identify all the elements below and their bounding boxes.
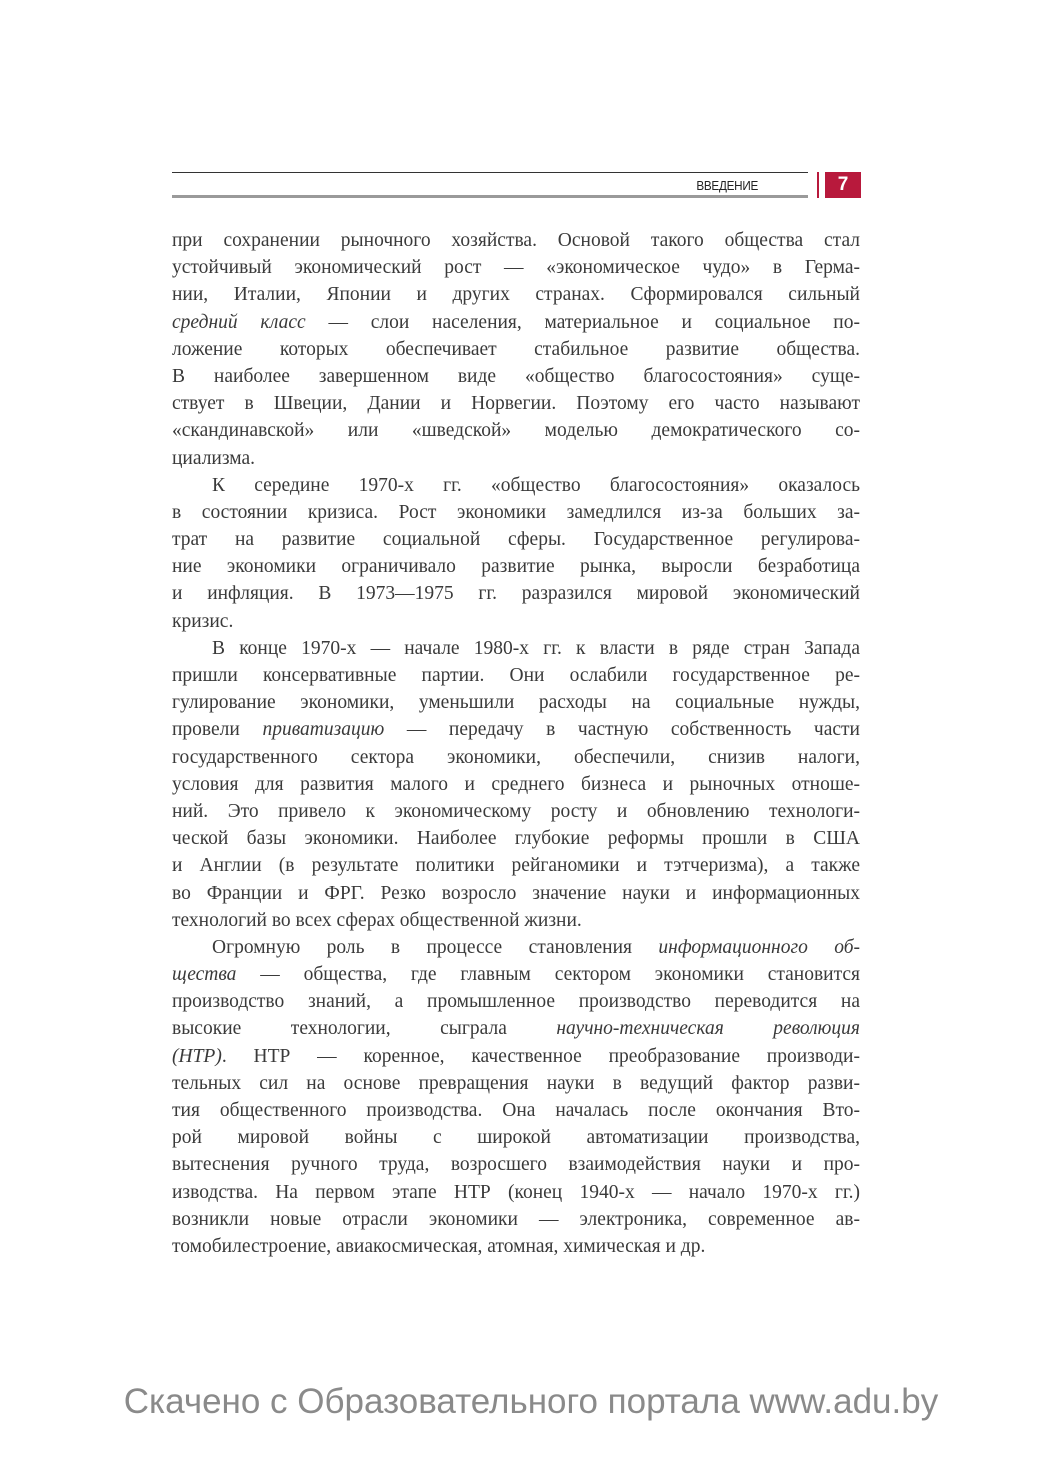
text-segment: и инфляция. В 1973—1975 гг. разразился мировой экономический (172, 583, 860, 605)
text-line (172, 336, 860, 363)
text-line (172, 390, 860, 417)
text-line (172, 852, 860, 879)
text-segment: при сохранении рыночного хозяйства. Основой такого общества стал (172, 230, 860, 251)
text-segment: ние экономики ограничивало развитие рынка, выросли безработица (172, 556, 860, 578)
text-line (172, 526, 860, 553)
text-segment: — передачу в частную собственность части (384, 719, 860, 741)
text-line (172, 961, 860, 988)
text-segment: устойчивый экономический рост — «экономическое чудо» в Герма- (172, 257, 860, 279)
text-line (172, 988, 860, 1015)
text-segment: ний. Это привело к экономическому росту и обновлению технологи- (172, 800, 860, 822)
text-segment: томобилестроение, авиакосмическая, атомная, химическая и др. (172, 1235, 706, 1257)
text-segment: Огромную роль в процессе становления (212, 936, 659, 958)
text-segment: изводства. На первом этапе НТР (конец 1940-х — начало 1970-х гг.) (172, 1181, 860, 1203)
text-segment: и Англии (в результате политики рейганомики и тэтчеризма), а также (172, 855, 860, 877)
page-number: 7 (825, 172, 861, 198)
text-line (172, 880, 860, 907)
text-line (172, 254, 860, 281)
text-segment: во Франции и ФРГ. Резко возросло значение науки и информационных (172, 882, 860, 904)
text-segment: государственного сектора экономики, обеспечили, снизив налоги, (172, 746, 860, 768)
text-line (172, 580, 860, 607)
text-line (172, 771, 860, 798)
italic-term: (НТР) (172, 1045, 222, 1067)
italic-term: приватизацию (262, 719, 385, 741)
text-segment: К середине 1970-х гг. «общество благосостояния» оказалось (212, 474, 860, 496)
text-line (172, 608, 860, 635)
text-segment: условия для развития малого и среднего бизнеса и рыночных отноше- (172, 773, 860, 795)
paragraph (172, 635, 860, 934)
text-segment: тельных сил на основе превращения науки в ведущий фактор разви- (172, 1072, 860, 1094)
text-line (172, 472, 860, 499)
text-segment: провели (172, 719, 263, 741)
text-line (172, 553, 860, 580)
italic-term: научно-техническая революция (556, 1018, 860, 1040)
text-line (172, 1179, 860, 1206)
italic-term: щества (172, 964, 237, 986)
header-accent-rule (817, 172, 819, 198)
text-line (172, 1070, 860, 1097)
text-line (172, 1043, 860, 1070)
body-text (172, 227, 860, 1260)
italic-term: средний класс (172, 311, 306, 333)
text-segment: ложение которых обеспечивает стабильное развитие общества. (172, 338, 860, 360)
text-segment: возникли новые отрасли экономики — электроника, современное ав- (172, 1208, 860, 1230)
text-segment: — слои населения, материальное и социальное по- (305, 311, 860, 333)
text-line (172, 445, 860, 472)
text-segment: В конце 1970-х — начале 1980-х гг. к власти в ряде стран Запада (212, 637, 860, 659)
text-segment: — общества, где главным сектором экономики становится (236, 964, 860, 986)
text-line (172, 1233, 860, 1260)
text-segment: в состоянии кризиса. Рост экономики замедлился из-за больших за- (172, 501, 860, 523)
text-line (172, 417, 860, 444)
text-segment: технологий во всех сферах общественной жизни. (172, 909, 582, 931)
text-segment: нии, Италии, Японии и других странах. Сформировался сильный (172, 284, 860, 306)
text-segment: тия общественного производства. Она началась после окончания Вто- (172, 1100, 860, 1121)
text-segment: В наиболее завершенном виде «общество благосостояния» суще- (172, 365, 860, 387)
text-line (172, 499, 860, 526)
paragraph (172, 934, 860, 1260)
text-segment: пришли консервативные партии. Они ослабили государственное ре- (172, 665, 860, 686)
text-segment: трат на развитие социальной сферы. Государственное регулирова- (172, 529, 860, 551)
text-line (172, 1015, 860, 1042)
text-line (172, 662, 860, 689)
text-line (172, 689, 860, 716)
text-segment: гулирование экономики, уменьшили расходы на социальные нужды, (172, 692, 860, 714)
paragraph (172, 227, 860, 472)
header-bottom-rule (172, 195, 808, 198)
text-line (172, 227, 860, 254)
running-header-section: ВВЕДЕНИЕ (696, 178, 758, 193)
text-segment: циализма. (172, 447, 256, 469)
text-line (172, 1097, 860, 1124)
text-line (172, 635, 860, 662)
text-segment: производство знаний, а промышленное производство переводится на (172, 991, 860, 1013)
text-segment: вытеснения ручного труда, возросшего взаимодействия науки и про- (172, 1154, 860, 1176)
text-line (172, 798, 860, 825)
text-segment: кризис. (172, 610, 234, 632)
footer-watermark: Скачено с Образовательного портала www.adu.by (123, 1382, 939, 1421)
header-top-rule (172, 172, 808, 173)
text-line (172, 1124, 860, 1151)
text-line (172, 907, 860, 934)
text-segment: «скандинавской» или «шведской» моделью демократического со- (172, 420, 860, 442)
text-line (172, 716, 860, 743)
text-segment: ствует в Швеции, Дании и Норвегии. Поэтому его часто называют (172, 393, 860, 415)
text-segment: рой мировой войны с широкой автоматизации производства, (172, 1127, 860, 1149)
text-segment: ческой базы экономики. Наиболее глубокие реформы прошли в США (172, 828, 860, 850)
text-line (172, 825, 860, 852)
text-segment: высокие технологии, сыграла (172, 1018, 557, 1040)
italic-term: информационного об- (658, 936, 860, 958)
text-line (172, 744, 860, 771)
text-line (172, 363, 860, 390)
text-line (172, 309, 860, 336)
text-segment: . НТР — коренное, качественное преобразование производи- (221, 1045, 860, 1067)
text-line (172, 934, 860, 961)
text-line (172, 281, 860, 308)
paragraph (172, 472, 860, 635)
text-line (172, 1206, 860, 1233)
text-line (172, 1151, 860, 1178)
